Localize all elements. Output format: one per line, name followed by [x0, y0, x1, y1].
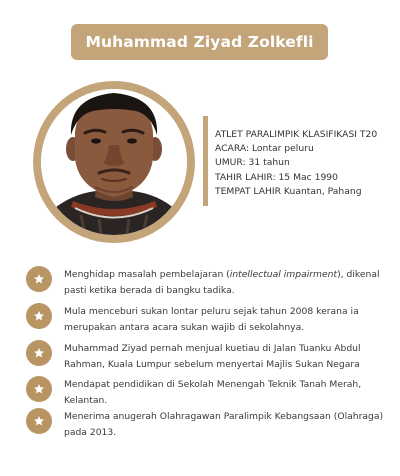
star-icon [26, 408, 52, 434]
star-icon [26, 376, 52, 402]
portrait-frame [33, 81, 195, 243]
fact-text: Muhammad Ziyad pernah menjual kuetiau di Jalan Tuanku Abdul Rahman, Kuala Lumpur sebelum menyertai Majlis Sukan Negara [64, 343, 361, 370]
info-birth-place: TEMPAT LAHIR Kuantan, Pahang [215, 185, 362, 197]
athlete-info [215, 128, 377, 199]
athlete-portrait [41, 89, 187, 235]
fact-text: Menghidap masalah pembelajaran (intellectual impairment), dikenal pasti ketika berada di bangku tadika. [64, 269, 380, 296]
star-icon [26, 266, 52, 292]
info-accent-bar [203, 116, 208, 206]
athlete-name: Muhammad Ziyad Zolkefli [85, 33, 314, 51]
info-event: ACARA: Lontar peluru [215, 143, 314, 155]
star-icon [26, 340, 52, 366]
info-age: UMUR: 31 tahun [215, 157, 290, 169]
info-classification: ATLET PARALIMPIK KLASIFIKASI T20 [215, 129, 378, 140]
info-birth-date: TAHIR LAHIR: 15 Mac 1990 [215, 171, 338, 183]
fact-text: Menerima anugerah Olahragawan Paralimpik Kebangsaan (Olahraga) pada 2013. [64, 411, 384, 438]
fact-text: Mula menceburi sukan lontar peluru sejak tahun 2008 kerana ia merupakan antara acara sukan wajib di sekolahnya. [64, 306, 359, 333]
fact-italic-term: intellectual impairment [229, 269, 338, 280]
fact-text: Mendapat pendidikan di Sekolah Menengah Teknik Tanah Merah, Kelantan. [64, 379, 362, 406]
name-banner [71, 24, 328, 60]
portrait-photo [41, 89, 187, 235]
star-icon [26, 303, 52, 329]
